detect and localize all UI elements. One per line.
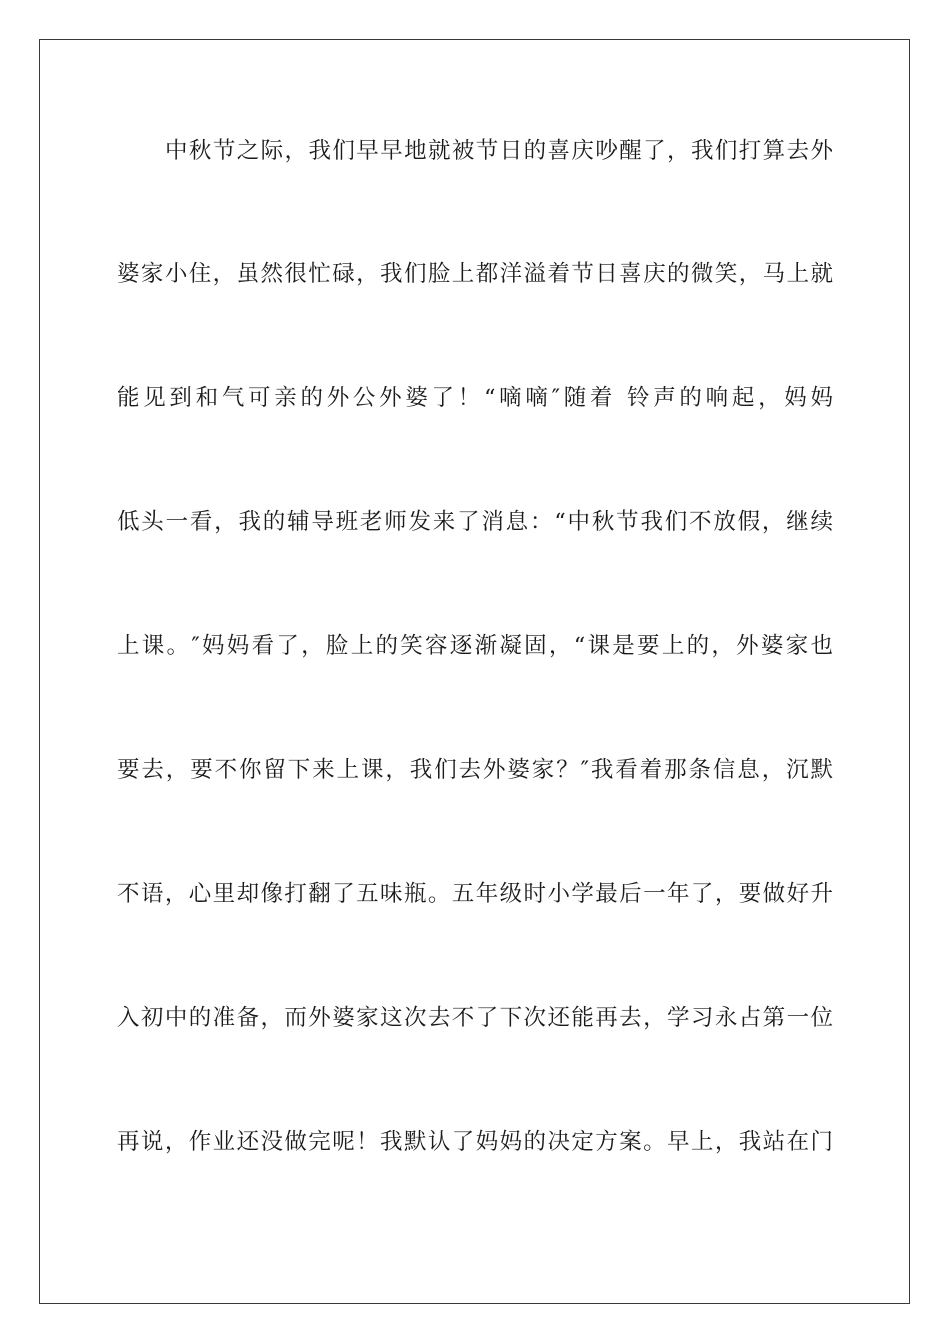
paragraph-line-9: 再说，作业还没做完呢！我默认了妈妈的决定方案。早上，我站在门: [117, 1129, 833, 1155]
paragraph-line-8: 入初中的准备，而外婆家这次去不了下次还能再去，学习永占第一位: [117, 1005, 833, 1031]
paragraph-line-2: 婆家小住，虽然很忙碌，我们脸上都洋溢着节日喜庆的微笑，马上就: [117, 261, 833, 287]
paragraph-line-7: 不语，心里却像打翻了五味瓶。五年级时小学最后一年了，要做好升: [117, 881, 833, 907]
paragraph-line-3: 能见到和气可亲的外公外婆了！“嘀嘀″随着 铃声的响起，妈妈: [117, 385, 833, 411]
page-border: [39, 39, 910, 1304]
paragraph-line-5: 上课。″妈妈看了，脸上的笑容逐渐凝固，“课是要上的，外婆家也: [117, 633, 833, 659]
paragraph-line-6: 要去，要不你留下来上课，我们去外婆家？″我看着那条信息，沉默: [117, 757, 833, 783]
paragraph-line-1: 中秋节之际，我们早早地就被节日的喜庆吵醒了，我们打算去外: [165, 138, 833, 164]
paragraph-line-4: 低头一看，我的辅导班老师发来了消息：“中秋节我们不放假，继续: [117, 509, 833, 535]
